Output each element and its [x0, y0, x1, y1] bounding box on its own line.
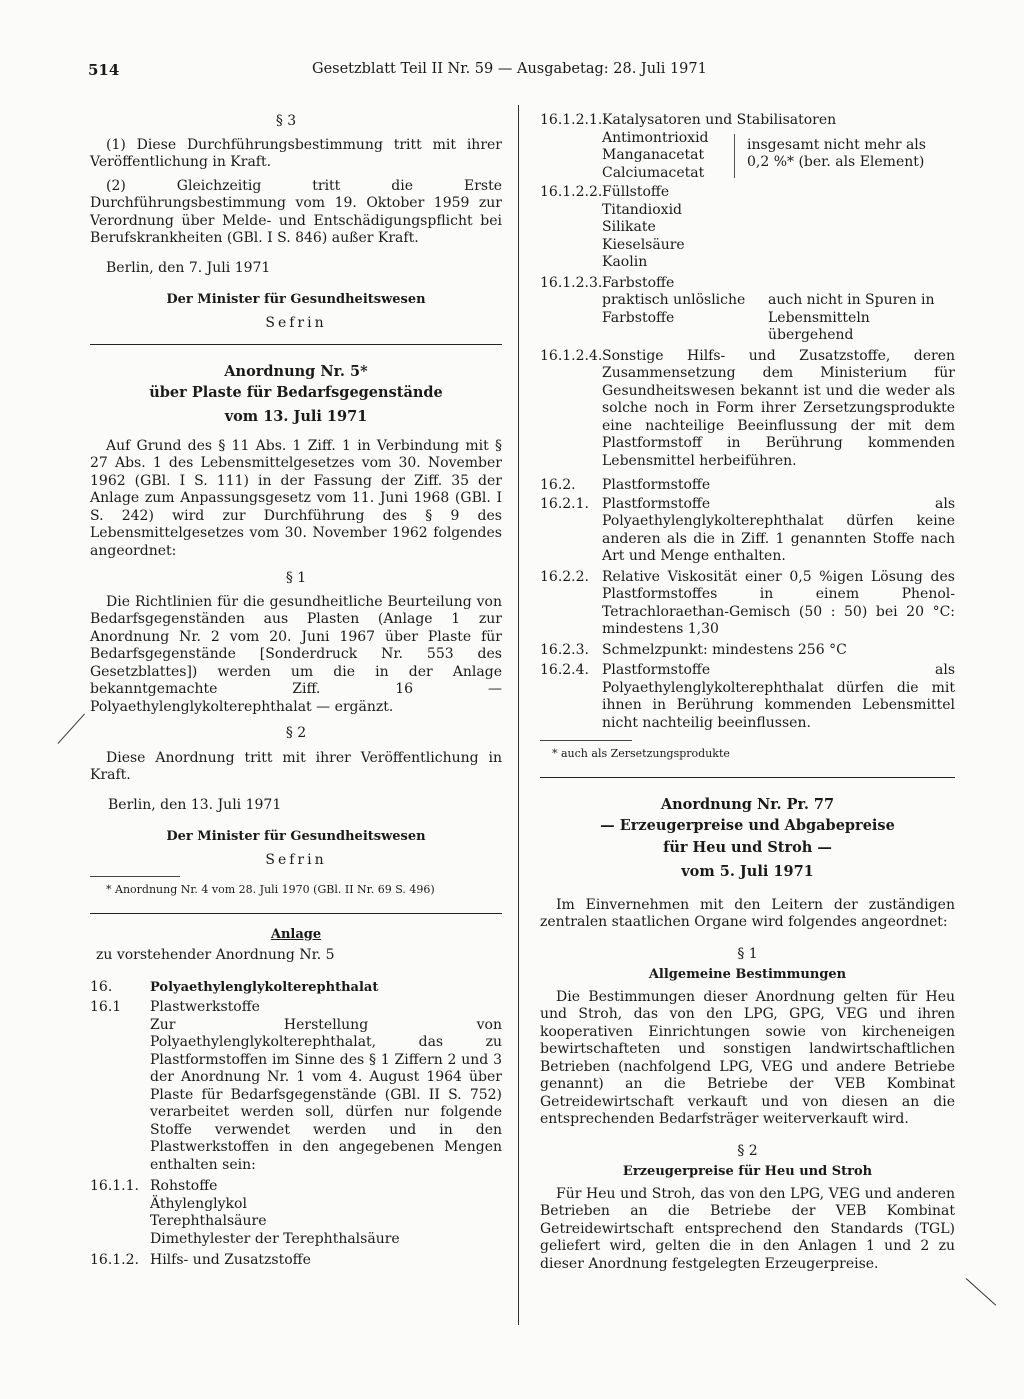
item-number: 16.2.: [540, 477, 576, 493]
annex-item-16-1-text-row: [90, 1017, 502, 1175]
list-item: Kieselsäure: [602, 236, 685, 253]
list-item: Silikate: [602, 219, 656, 235]
item-number: 16.1.2.3.: [540, 274, 603, 291]
restriction-line: auch nicht in Spuren in: [768, 292, 935, 308]
order-5-minister-title: Der Minister für Gesundheitswesen: [166, 829, 426, 844]
item-text: Sonstige Hilfs- und Zusatzstoffe, deren Zusammensetzung dem Ministerium für Gesundheitswesen bekannt ist und die weder als solche noch in Form ihrer Zersetzungsprodukte eine nachteilige Beeinflussung der mit dem Plastformstoff in Berührung kommenden Lebensmittel herbeiführen.: [602, 347, 955, 469]
item-number: 16.: [90, 978, 113, 995]
column-divider: [518, 105, 519, 1325]
order-5-intro: Auf Grund des § 11 Abs. 1 Ziff. 1 in Verbindung mit § 27 Abs. 1 des Lebensmittelgesetzes vom 30. November 1962 (GBl. I S. 111) in der Fassung der Ziff. 35 der Anlage zum Anpassungsgesetz vom 11. Juni 1968 (GBl. I S. 242) wird zur Durchführung des § 9 des Lebensmittelgesetzes vom 30. November 1962 folgendes angeordnet:: [90, 437, 502, 559]
item-number: 16.1.2.1.: [540, 112, 603, 128]
order-77-section-1-text: Die Bestimmungen dieser Anordnung gelten für Heu und Stroh, das von den LPG, GPG, VEG und ihren kooperativen Einrichtungen sowie von kircheneigen bewirtschafteten und sonstigen landwirtschaftlichen Betrieben (nachfolgend LPG, VEG und andere Betriebe genannt) an die Betriebe der VEB Kombinat Getreidewirtschaft verkauft und von diesen an die entsprechenden Bedarfsträger weiterverkauft wird.: [540, 988, 955, 1127]
item-title: Plastwerkstoffe: [150, 999, 260, 1015]
item-text: Relative Viskosität einer 0,5 %igen Lösung des Plastformstoffes in einem Phenol-Tetrachloraethan-Gemisch (50 : 50) bei 20 °C: mindestens 1,30: [602, 568, 955, 637]
item-text: Plastformstoffe: [602, 477, 711, 493]
order-77-section-2-heading: § 2: [737, 1142, 758, 1159]
page-header: Gesetzblatt Teil II Nr. 59 — Ausgabetag: 28. Juli 1971: [312, 61, 707, 77]
order-77-title: Anordnung Nr. Pr. 77: [660, 795, 835, 813]
order-5-section-1-text: Die Richtlinien für die gesundheitliche Beurteilung von Bedarfsgegenständen aus Plasten (Anlage 1 zur Anordnung Nr. 2 vom 20. Juni 1967 über Plaste für Bedarfsgegenstände [Sonderdruck Nr. 553 des Gesetzblattes]) werden um die in der Anlage bekanntgemachte Ziff. 16 — Polyaethylenglykolterephthalat — ergänzt.: [90, 593, 502, 715]
item-number: 16.2.3.: [540, 641, 589, 658]
item-number: 16.2.1.: [540, 495, 589, 512]
order-77-subtitle-1: — Erzeugerpreise und Abgabepreise: [600, 817, 895, 834]
item-16-1-2-4: [540, 348, 955, 471]
order-5-footnote: * Anordnung Nr. 4 vom 28. Juli 1970 (GBl. II Nr. 69 S. 496): [106, 883, 435, 896]
order-5-date: vom 13. Juli 1971: [224, 408, 368, 425]
annex-item-16-1-2: [90, 1252, 502, 1270]
limit-brace: [734, 134, 926, 178]
substance-list: [602, 130, 734, 183]
list-item: Kaolin: [602, 254, 648, 270]
item-16-1-2-2: [540, 184, 955, 272]
list-item: Füllstoffe: [602, 184, 670, 200]
list-item: Terephthalsäure: [150, 1213, 267, 1229]
footnote-separator: [540, 740, 632, 741]
list-item: Dimethylester der Terephthalsäure: [150, 1230, 400, 1247]
item-16-1-2-1: [540, 112, 955, 130]
order-77-date: vom 5. Juli 1971: [681, 863, 814, 880]
list-item: Titandioxid: [602, 201, 683, 218]
right-footnote: * auch als Zersetzungsprodukte: [552, 747, 730, 760]
list-item: Antimontrioxid: [602, 129, 709, 146]
place-date: Berlin, den 7. Juli 1971: [106, 259, 271, 276]
item-number: 16.1.2.: [90, 1252, 139, 1268]
order-5-section-2-text: Diese Anordnung tritt mit ihrer Veröffentlichung in Kraft.: [90, 749, 502, 783]
order-5-place-date: Berlin, den 13. Juli 1971: [108, 796, 282, 813]
item-16-1-2-1-substances: [540, 130, 955, 183]
item-title: Hilfs- und Zusatzstoffe: [150, 1252, 311, 1268]
item-16-2-3: [540, 642, 955, 660]
annex-heading: Anlage: [270, 926, 322, 942]
item-text: Schmelzpunkt: mindestens 256 °C: [602, 641, 847, 658]
list-item: Äthylenglykol: [150, 1195, 247, 1212]
list-item: Manganacetat: [602, 147, 705, 163]
item-title: Polyaethylenglykolterephthalat: [150, 979, 379, 995]
dye-line: praktisch unlösliche: [602, 292, 746, 308]
item-number: 16.2.4.: [540, 662, 589, 678]
order-5-title: Anordnung Nr. 5*: [224, 363, 368, 380]
order-5-section-1-heading: § 1: [285, 570, 307, 586]
limit-line: insgesamt nicht mehr als: [747, 136, 926, 153]
order-5-subtitle: über Plaste für Bedarfsgegenstände: [149, 383, 443, 401]
order-77-section-2-title: Erzeugerpreise für Heu und Stroh: [622, 1164, 873, 1179]
minister-title: Der Minister für Gesundheitswesen: [166, 292, 426, 307]
item-16-1-2-3-detail: [540, 292, 955, 345]
footnote-separator: [90, 876, 180, 877]
section-3-paragraph-2: (2) Gleichzeitig tritt die Erste Durchführungsbestimmung vom 19. Oktober 1959 zur Verordnung über Melde- und Entschädigungspflicht bei Berufskrankheiten (GBl. I S. 846) außer Kraft.: [90, 177, 502, 246]
order-77-section-1-title: Allgemeine Bestimmungen: [648, 967, 847, 982]
pen-mark: [966, 1278, 997, 1306]
limit-line: 0,2 %* (ber. als Element): [747, 154, 925, 170]
restriction-line: übergehend: [768, 327, 854, 343]
section-divider: [540, 777, 955, 778]
item-16-2-4: [540, 662, 955, 732]
section-divider: [90, 344, 502, 345]
item-title: Farbstoffe: [602, 274, 675, 291]
item-text: Plastformstoffe als Polyaethylenglykolterephthalat dürfen die mit ihnen in Berührung kommenden Lebensmittel nicht nachteilig beeinflussen.: [602, 662, 955, 731]
item-text: Plastformstoffe als Polyaethylenglykolterephthalat dürfen keine anderen als die in Ziff. 1 genannten Stoffe nach Art und Menge enthalten.: [602, 495, 955, 564]
order-5-minister-name: Sefrin: [265, 851, 327, 868]
item-16-1-2-3: [540, 275, 955, 293]
order-77-section-2-text: Für Heu und Stroh, das von den LPG, VEG und anderen Betrieben an die Betriebe der VEB Kombinat Getreidewirtschaft entsprechend den Standards (TGL) geliefert wird, gelten die in den Anlagen 1 und 2 zu dieser Anordnung festgelegten Erzeugerpreise.: [540, 1185, 955, 1272]
order-77-subtitle-2: für Heu und Stroh —: [663, 838, 832, 856]
dye-description: [602, 292, 768, 345]
item-16-2-2: [540, 569, 955, 639]
annex-item-16-1-1: [90, 1178, 502, 1248]
dye-line: Farbstoffe: [602, 309, 675, 326]
item-number: 16.1.2.2.: [540, 184, 603, 200]
section-3-heading: § 3: [275, 113, 297, 129]
item-number: 16.1: [90, 999, 122, 1015]
right-column: [540, 112, 955, 1273]
section-3-paragraph-1: (1) Diese Durchführungsbestimmung tritt mit ihrer Veröffentlichung in Kraft.: [90, 136, 502, 170]
dye-restriction: [768, 292, 955, 345]
filler-list: [602, 184, 955, 272]
list-item: Calciumacetat: [602, 164, 705, 181]
left-column: [90, 113, 502, 1270]
pen-mark: [58, 713, 86, 744]
order-77-section-1-heading: § 1: [737, 945, 758, 962]
restriction-line: Lebensmitteln: [768, 309, 870, 326]
item-16-2-1: [540, 496, 955, 566]
item-16-2: [540, 477, 955, 495]
order-5-section-2-heading: § 2: [285, 725, 307, 741]
annex-item-16: [90, 979, 502, 997]
item-title: Katalysatoren und Stabilisatoren: [602, 112, 837, 128]
annex-subheading: zu vorstehender Anordnung Nr. 5: [96, 947, 335, 963]
annex-item-16-1: [90, 999, 502, 1017]
item-number: 16.1.1.: [90, 1178, 139, 1194]
order-77-intro: Im Einvernehmen mit den Leitern der zuständigen zentralen staatlichen Organe wird folgendes angeordnet:: [540, 896, 955, 930]
page-number: 514: [88, 61, 120, 79]
list-item: Rohstoffe: [150, 1178, 218, 1194]
item-list: [150, 1178, 502, 1248]
item-number: 16.1.2.4.: [540, 347, 603, 364]
item-text: Zur Herstellung von Polyaethylenglykolterephthalat, das zu Plastformstoffen im Sinne des § 1 Ziffern 2 und 3 der Anordnung Nr. 1 vom 4. August 1964 über Plaste für Bedarfsgegenstände (GBl. II S. 752) verarbeitet werden soll, dürfen nur folgende Stoffe verwendet werden und in den Plastwerkstoffen in den angegebenen Mengen enthalten sein:: [150, 1016, 502, 1173]
minister-name: Sefrin: [265, 314, 327, 331]
annex-divider: [90, 913, 502, 914]
item-number: 16.2.2.: [540, 568, 589, 585]
